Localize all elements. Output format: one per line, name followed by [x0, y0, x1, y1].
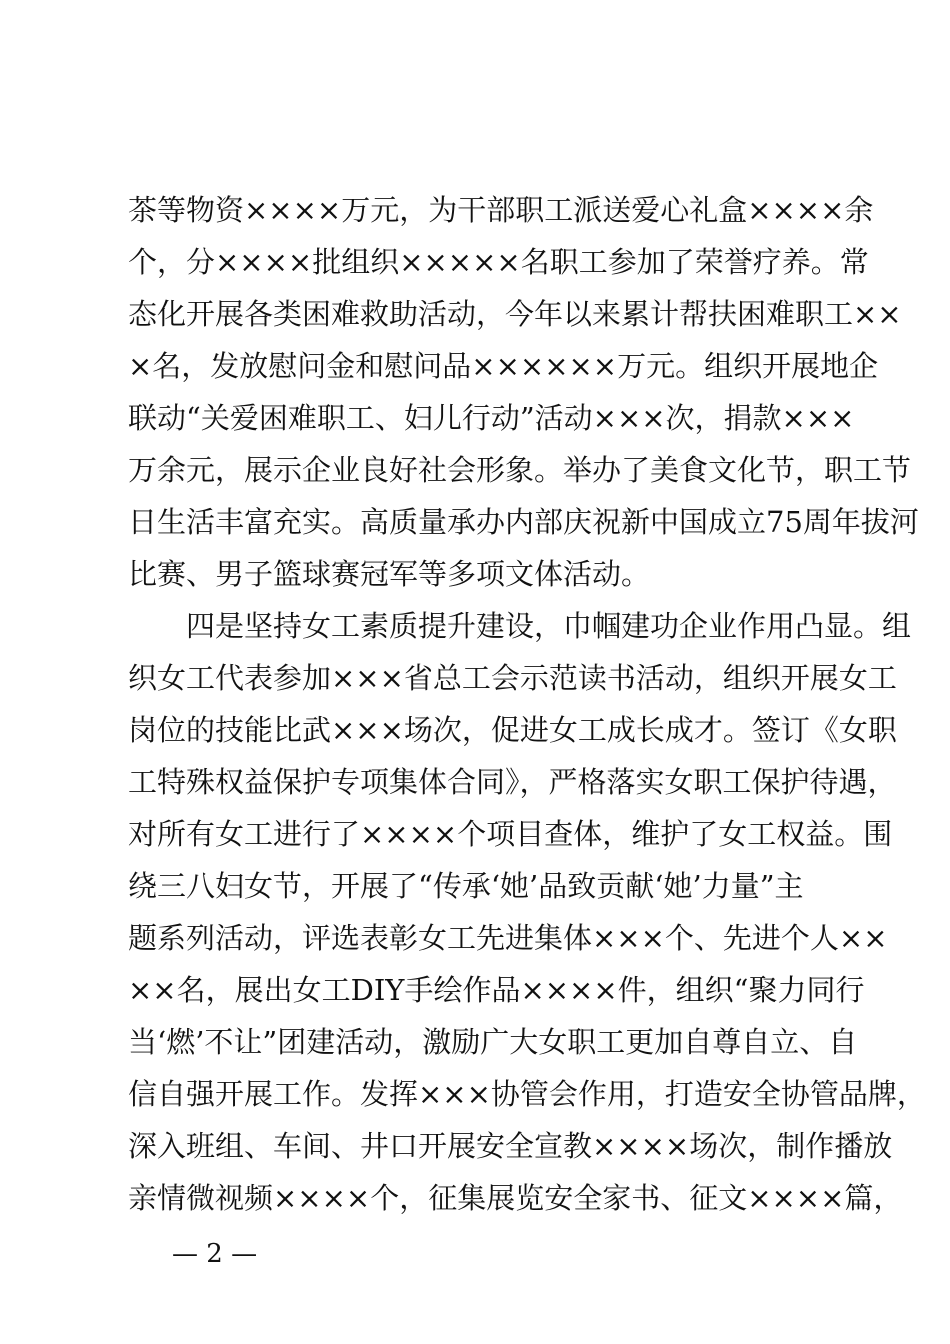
text-line-6: 万余元，展示企业良好社会形象。举办了美食文化节，职工节 [128, 453, 912, 487]
text-line-16: ××名，展出女工DIY手绘作品××××件，组织“聚力同行 [128, 973, 865, 1007]
text-line-7: 日生活丰富充实。高质量承办内部庆祝新中国成立75周年拔河 [128, 505, 919, 539]
page-number: — 2 — [172, 1239, 258, 1269]
body-text [128, 184, 926, 1224]
text-line-4: ×名，发放慰问金和慰问品××××××万元。组织开展地企 [128, 349, 879, 383]
text-line-15: 题系列活动，评选表彰女工先进集体×××个、先进个人×× [128, 921, 888, 955]
text-line-2: 个，分××××批组织×××××名职工参加了荣誉疗养。常 [128, 245, 869, 279]
text-line-17: 当‘燃’不让”团建活动，激励广大女职工更加自尊自立、自 [128, 1025, 858, 1059]
text-line-8: 比赛、男子篮球赛冠军等多项文体活动。 [128, 557, 651, 591]
text-line-11: 岗位的技能比武×××场次，促进女工成长成才。签订《女职 [128, 713, 897, 747]
text-line-13: 对所有女工进行了××××个项目查体，维护了女工权益。围 [128, 817, 893, 851]
text-line-12: 工特殊权益保护专项集体合同》，严格落实女职工保护待遇， [128, 765, 897, 799]
text-line-19: 深入班组、车间、井口开展安全宣教××××场次，制作播放 [128, 1129, 893, 1163]
text-line-5: 联动“关爱困难职工、妇儿行动”活动×××次，捐款××× [128, 401, 855, 435]
text-line-18: 信自强开展工作。发挥×××协管会作用，打造安全协管品牌， [128, 1077, 926, 1111]
text-line-14: 绕三八妇女节，开展了“传承‘她’品致贡献‘她’力量”主 [128, 869, 804, 903]
text-line-10: 织女工代表参加×××省总工会示范读书活动，组织开展女工 [128, 661, 897, 695]
text-line-9: 四是坚持女工素质提升建设，巾帼建功企业作用凸显。组 [186, 609, 912, 643]
text-line-20: 亲情微视频××××个，征集展览安全家书、征文××××篇， [128, 1181, 903, 1215]
text-line-1: 茶等物资××××万元，为干部职工派送爱心礼盒××××余 [128, 193, 874, 227]
text-line-3: 态化开展各类困难救助活动，今年以来累计帮扶困难职工×× [128, 297, 902, 331]
